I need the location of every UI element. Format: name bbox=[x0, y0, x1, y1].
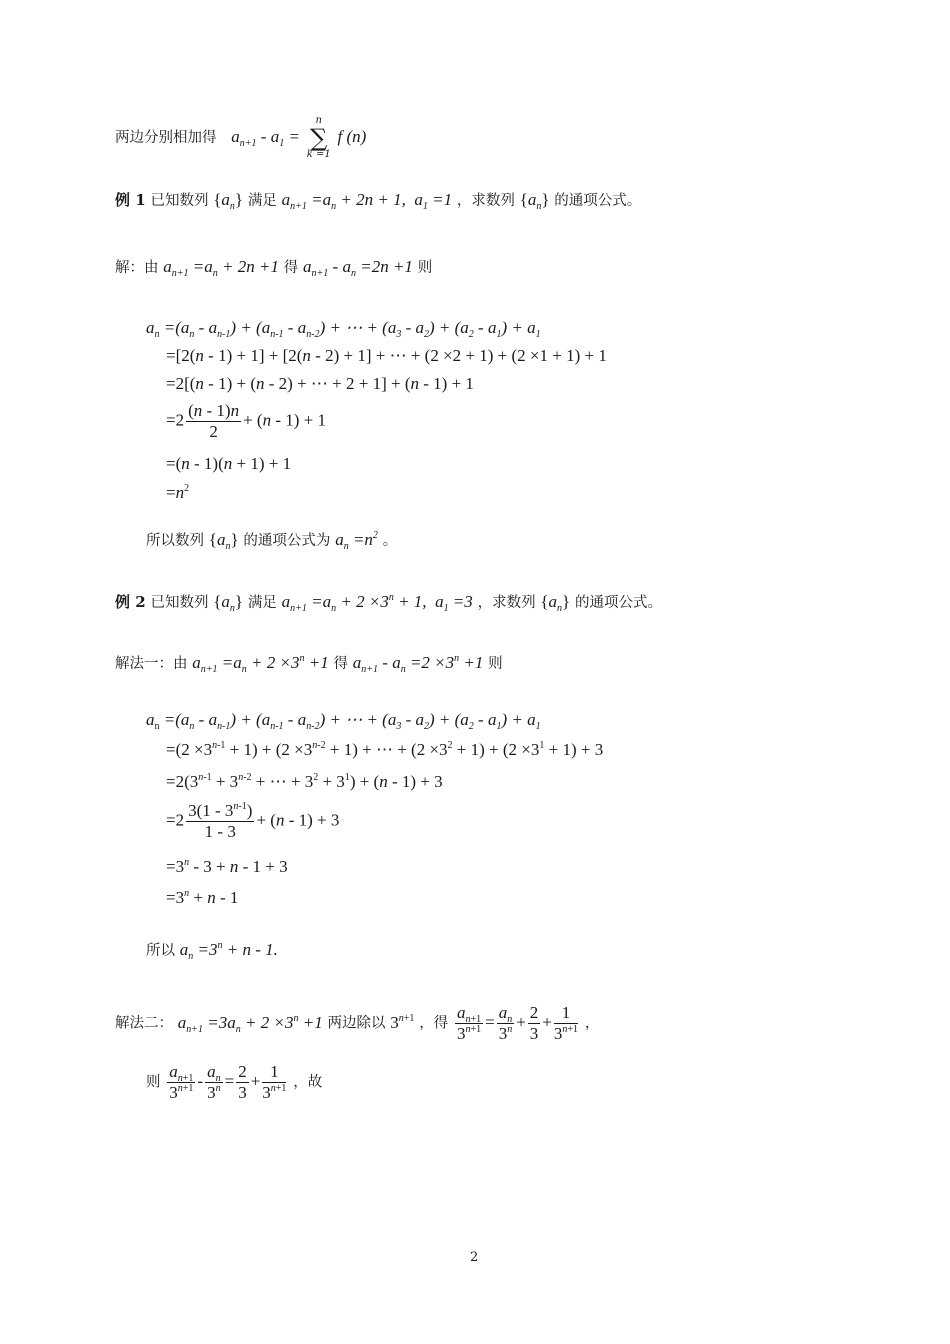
sigma-symbol: n ∑ k =1 bbox=[306, 115, 331, 160]
method-2-intro: 解法二： $a_{n+1} =3a_n + 2 \times 3^n +1$ 两边除以 $3^{n+1}$ ，得 $\frac{a_{n+1}}{3^{n+1}}$ = $\frac{a_n}{3^n}$ + $\frac{2}{3}$ + $\frac{1}{3^{n+1}}$ ， bbox=[115, 1003, 600, 1043]
ex2-derivation-step-2: $=(2 \times 3^{n-1} + 1) + (2 \times 3^{n-2} + 1)$ + ⋯ + $(2 \times 3^2 + 1) + (2 \times 3^1 + 1) + 3$ bbox=[166, 740, 604, 759]
fraction: $\frac{2}{3}$ bbox=[529, 1003, 539, 1043]
m2-de-text: ，得 bbox=[419, 1015, 449, 1032]
ex1-result: $a_n =n^2$ bbox=[335, 530, 378, 552]
sum-prefix-text: 所以数列 bbox=[146, 533, 204, 549]
fraction: $\frac{a_n}{3^n}$ bbox=[498, 1003, 513, 1043]
example-1-label: 例 1 bbox=[115, 191, 146, 209]
fraction: $\frac{3(1 - 3^{n-1})}{1 - 3}$ bbox=[188, 801, 253, 841]
ex2-derivation-step-6: $=3^n + n - 1$ bbox=[166, 888, 239, 907]
fraction: $\frac{a_{n+1}}{3^{n+1}}$ bbox=[169, 1062, 194, 1102]
example-1-statement bbox=[115, 190, 641, 211]
ex1-seq: $\{a_n\}$ bbox=[213, 190, 244, 212]
de-text: 得 bbox=[283, 260, 299, 276]
ex2-derivation-step-4: =2 $\frac{3(1 - 3^{n-1})}{1 - 3}$ + (n - 1) + 3 bbox=[166, 801, 340, 841]
sum-mid-text: 的通项公式为 bbox=[243, 533, 331, 549]
ze-text-3: 则 bbox=[146, 1074, 161, 1091]
ex2-cond-text: 满足 bbox=[247, 595, 277, 611]
sum-end-text: 。 bbox=[382, 533, 398, 549]
ex2-end-text: 的通项公式。 bbox=[574, 595, 662, 611]
ex1-conclusion bbox=[146, 530, 397, 551]
example-2-label: 例 2 bbox=[115, 593, 146, 611]
ex1-derivation-step-3: =2[(n - 1) + (n - 2) + ⋯ + 2 + 1] + (n - 1) + 1 bbox=[166, 374, 474, 393]
ex1-diff: $a_{n+1} - a_n =2n +1$ bbox=[303, 257, 413, 279]
page-number: 2 bbox=[470, 1250, 479, 1265]
ex1-derivation-step-5: =(n - 1)(n + 1) + 1 bbox=[166, 454, 292, 473]
fraction: $\frac{a_n}{3^n}$ bbox=[207, 1062, 221, 1102]
ex2-derivation-step-3: $=2(3^{n-1} + 3^{n-2}$ + ⋯ + $3^2 + 3^1) + (n - 1) + 3$ bbox=[166, 772, 443, 791]
ze-text-2: 则 bbox=[488, 656, 503, 672]
sum-result-text: 两边分别相加得 bbox=[115, 130, 217, 146]
ex2-seq-2: $\{a_n\}$ bbox=[540, 592, 571, 614]
ex2-known-text: 已知数列 bbox=[150, 595, 209, 611]
f-of-n: f (n) bbox=[337, 127, 367, 146]
method-1-conclusion bbox=[146, 940, 278, 961]
ex1-derivation-step-1: $a_n =(a_n - a_{n-1}) + (a_{n-1} - a_{n-2})$ + ⋯ + $(a_3 - a_2) + (a_2 - a_1) + a_1$ bbox=[146, 318, 541, 340]
ex1-known-text: 已知数列 bbox=[150, 193, 209, 209]
ex1-seq-3: $\{a_n\}$ bbox=[208, 530, 239, 552]
method-1-intro bbox=[115, 653, 503, 674]
fraction: $\frac{2}{3}$ bbox=[238, 1062, 247, 1102]
ex2-diff: $a_{n+1} - a_n =2 \times 3^n +1$ bbox=[352, 653, 484, 675]
method-2-prefix: 解法二： bbox=[115, 1015, 173, 1032]
fraction: $\frac{1}{3^{n+1}}$ bbox=[553, 1003, 579, 1043]
ex2-given-2: $a_{n+1} =3a_n + 2 \times 3^n +1$ bbox=[177, 1012, 323, 1035]
example-2-statement bbox=[115, 592, 662, 613]
sum-formula: $a_{n+1} - a_1$ = bbox=[231, 127, 300, 149]
ex1-seq-2: $\{a_n\}$ bbox=[519, 190, 550, 212]
ex1-derivation-step-2: =[2(n - 1) + 1] + [2(n - 2) + 1] + ⋯ + (2 ×2 + 1) + (2 ×1 + 1) + 1 bbox=[166, 346, 607, 365]
ex1-recurrence: $a_{n+1} =a_n + 2n + 1$, $a_1 =1$ bbox=[281, 190, 453, 212]
divide-text: 两边除以 bbox=[327, 1015, 386, 1032]
so-text: 所以 bbox=[146, 943, 175, 959]
ze-text: 则 bbox=[417, 260, 433, 276]
ex1-derivation-step-6: $=n^2$ bbox=[166, 483, 190, 502]
gu-text: ，故 bbox=[293, 1074, 323, 1091]
ex2-recurrence: $a_{n+1} =a_n + 2 \times 3^n + 1$, $a_1 =3$ bbox=[281, 592, 473, 614]
sum-result-line bbox=[115, 116, 366, 160]
ex1-end-text: 的通项公式。 bbox=[554, 193, 642, 209]
ex2-derivation-step-1: $a_n =(a_n - a_{n-1}) + (a_{n-1} - a_{n-2})$ + ⋯ + $(a_3 - a_2) + (a_2 - a_1) + a_1$ bbox=[146, 710, 541, 732]
fraction: $\frac{1}{3^{n+1}}$ bbox=[262, 1062, 287, 1102]
ex2-seq: $\{a_n\}$ bbox=[213, 592, 244, 614]
ex2-ask-text: ，求数列 bbox=[477, 595, 536, 611]
comma-text: ， bbox=[584, 1015, 600, 1032]
fraction: $\frac{a_{n+1}}{3^{n+1}}$ bbox=[456, 1003, 482, 1043]
method-2-step: 则 $\frac{a_{n+1}}{3^{n+1}}$ - $\frac{a_n}{3^n}$ = $\frac{2}{3}$ + $\frac{1}{3^{n+1}}$ ，故 bbox=[146, 1062, 323, 1102]
solution-prefix: 解：由 bbox=[115, 260, 159, 276]
ex1-derivation-step-4: =2 $\frac{(n - 1)n}{2}$ + (n - 1) + 1 bbox=[166, 401, 327, 441]
fraction: $\frac{(n - 1)n}{2}$ bbox=[188, 401, 240, 441]
ex2-derivation-step-5: $=3^n - 3 + n - 1 + 3$ bbox=[166, 857, 288, 876]
method-1-prefix: 解法一：由 bbox=[115, 656, 188, 672]
ex2-result: $a_n =3^n + n - 1$. bbox=[179, 940, 278, 962]
example-1-solution-intro bbox=[115, 257, 432, 278]
divisor: $3^{n+1}$ bbox=[390, 1012, 415, 1032]
ex1-given: $a_{n+1} =a_n + 2n +1$ bbox=[163, 257, 279, 279]
ex1-cond-text: 满足 bbox=[247, 193, 277, 209]
de-text-2: 得 bbox=[333, 656, 348, 672]
ex1-ask-text: ，求数列 bbox=[456, 193, 515, 209]
ex2-given: $a_{n+1} =a_n + 2 \times 3^n +1$ bbox=[192, 653, 329, 675]
